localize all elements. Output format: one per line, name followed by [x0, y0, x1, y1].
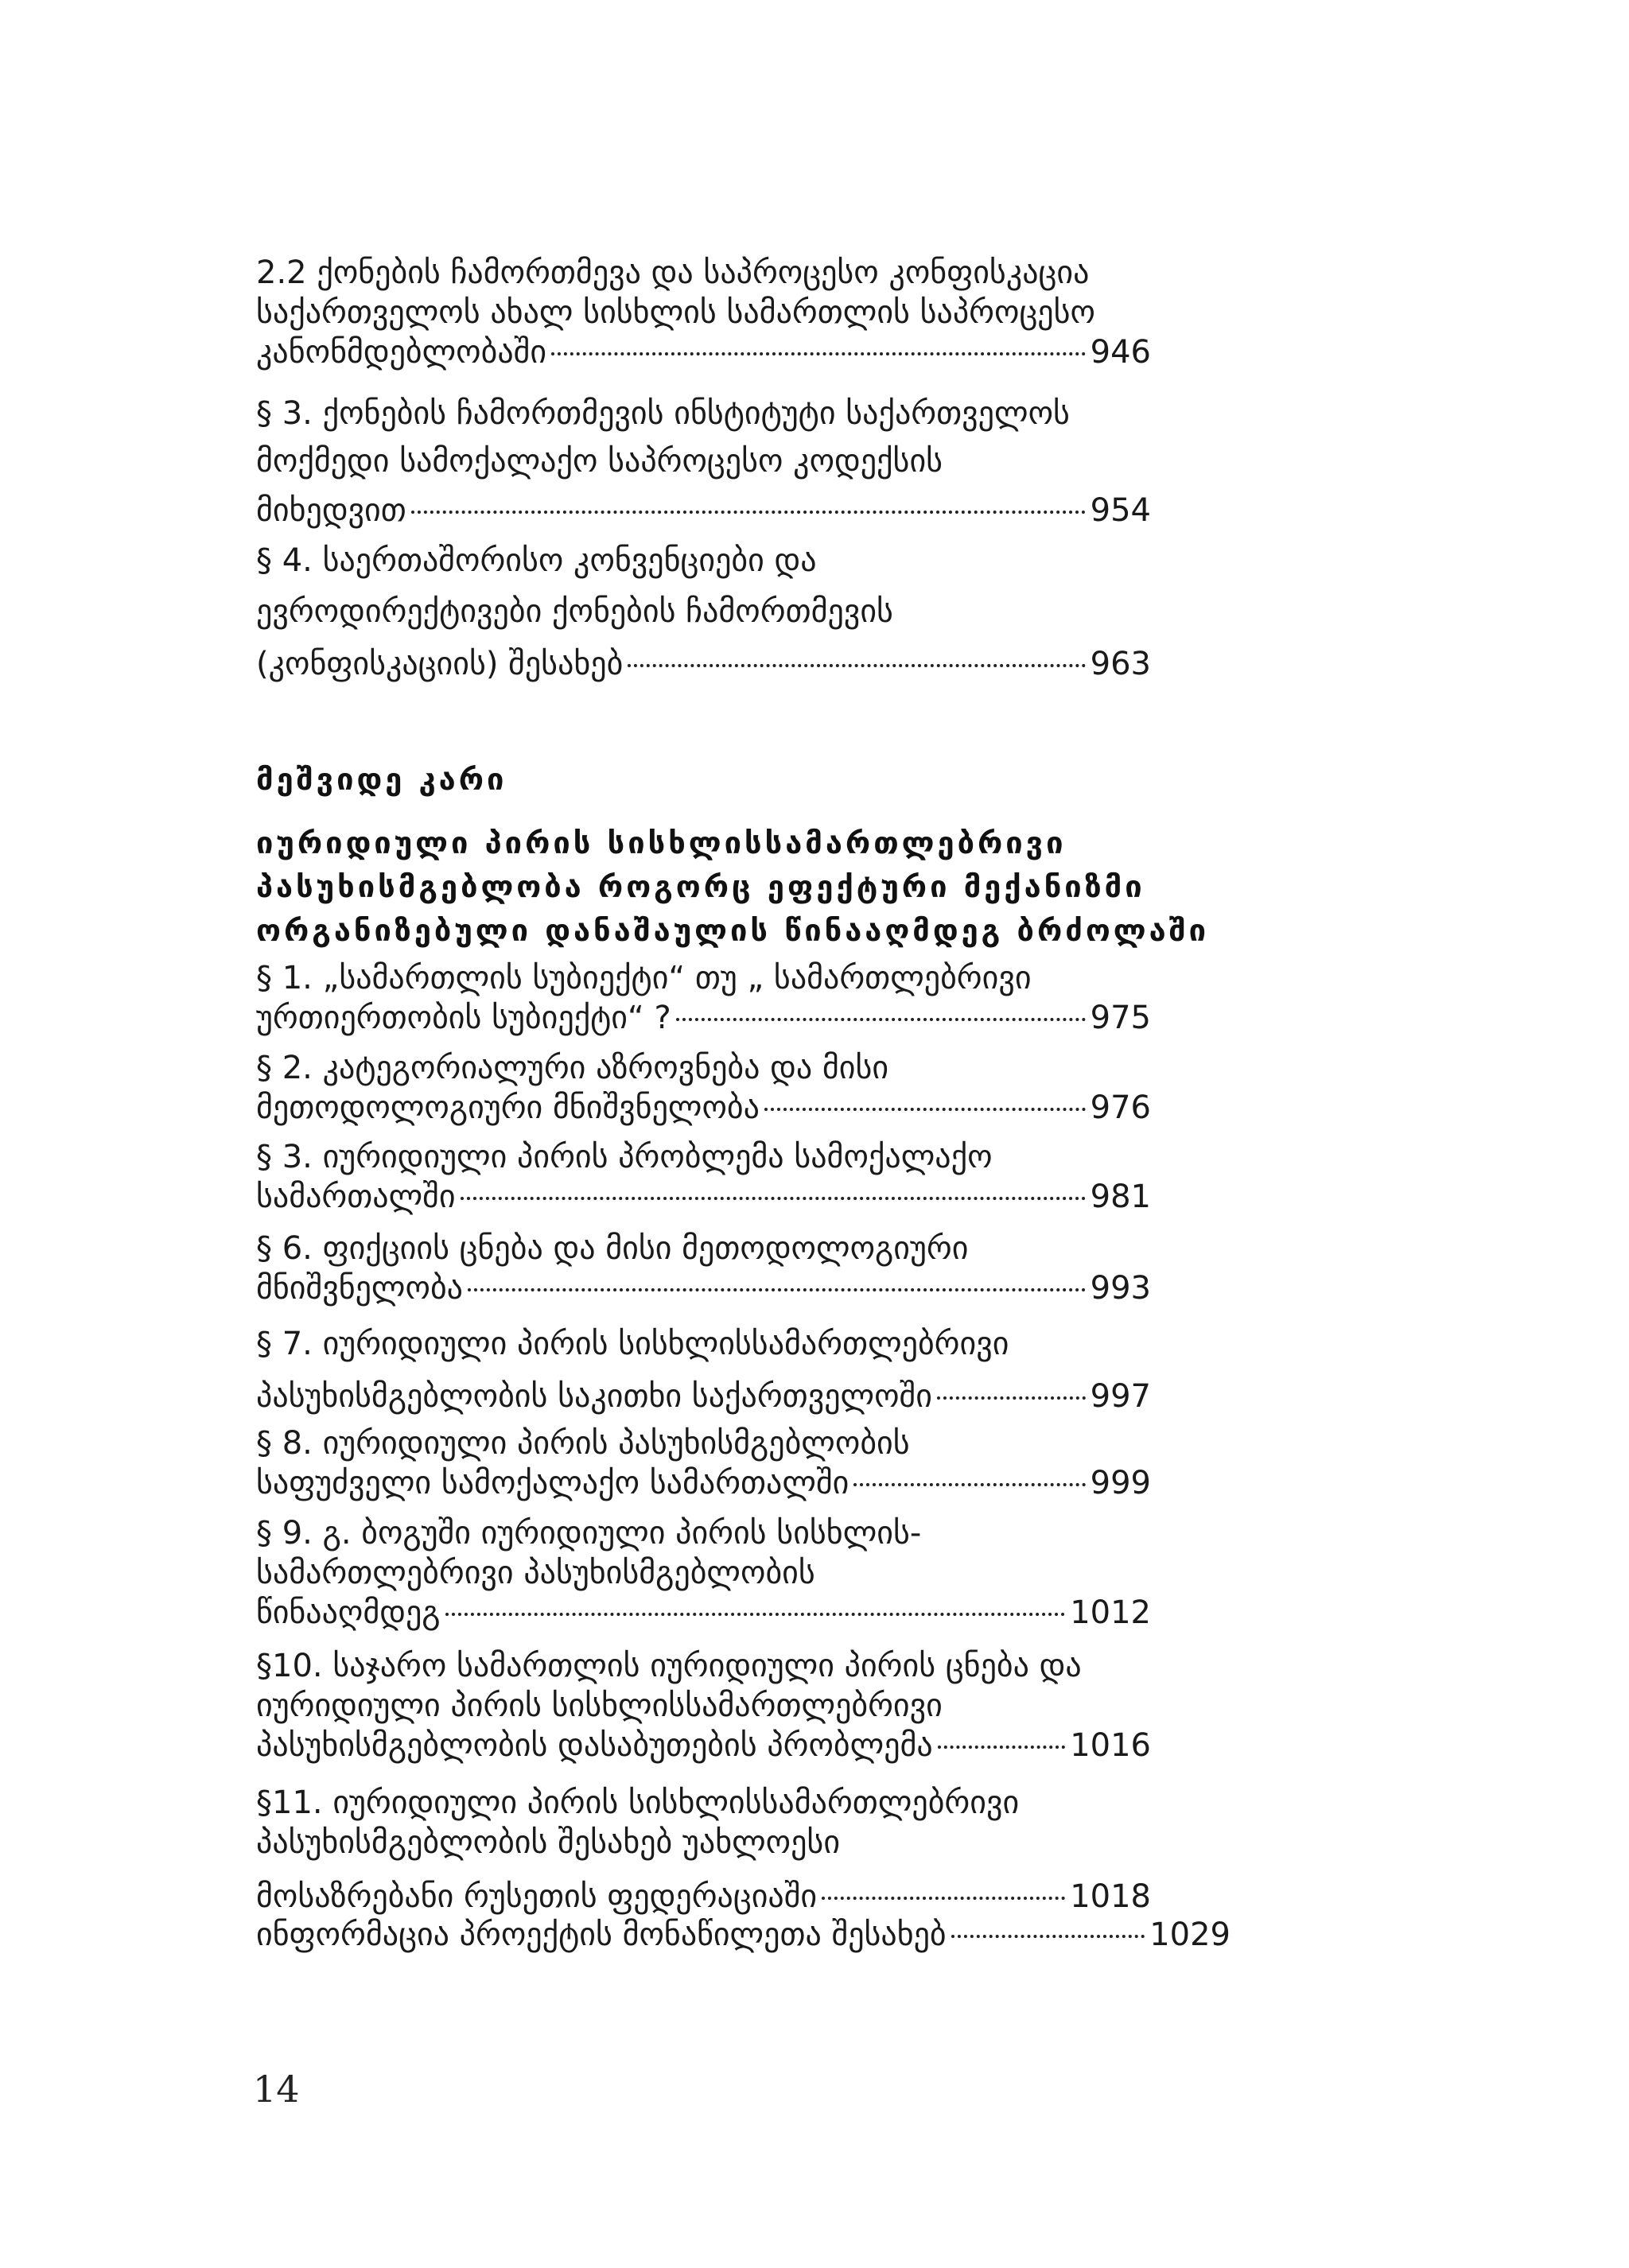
toc-entry-text: მოსაზრებანი რუსეთის ფედერაციაში	[256, 1878, 818, 1915]
toc-entry	[256, 253, 1227, 372]
toc-entry-leader-line	[256, 1463, 1151, 1503]
toc-entry-line: 2.2 ქონების ჩამორთმევა და საპროცესო კონფისკაცია	[256, 254, 1090, 291]
toc-entry-text: მიხედვით	[256, 492, 406, 529]
toc-entry	[256, 1513, 1227, 1633]
toc-entry-line: § 7. იურიდიული პირის სისხლისსამართლებრივი	[256, 1326, 1009, 1362]
toc-entry	[256, 1229, 1227, 1308]
toc-entry	[256, 1324, 1227, 1416]
toc-entry-line: სამართლებრივი პასუხისმგებლობის	[256, 1555, 815, 1591]
toc-entry-text: ინფორმაცია პროექტის მონაწილეთა შესახებ	[256, 1917, 947, 1953]
page-number: 14	[253, 2068, 300, 2111]
toc-entry-text: პასუხისმგებლობის დასაბუთების პრობლემა	[256, 1727, 933, 1764]
toc-entry-text: კანონმდებლობაში	[256, 334, 547, 371]
dot-leader	[445, 1613, 1066, 1616]
dot-leader	[822, 1897, 1065, 1900]
toc-entry-line: იურიდიული პირის სისხლისსამართლებრივი	[256, 1687, 943, 1724]
toc-page-number: 1012	[1070, 1594, 1151, 1631]
toc-entry-leader-line	[256, 1377, 1151, 1416]
toc-entry-text: ურთიერთობის სუბიექტი“ ?	[256, 1000, 671, 1036]
toc-entry-leader-line	[256, 1726, 1151, 1765]
toc-entry-line: მოქმედი სამოქალაქო საპროცესო კოდექსის	[256, 443, 943, 480]
chapter-title-line: ორგანიზებული დანაშაულის წინააღმდეგ ბრძოლაში	[256, 913, 1210, 948]
toc-entry-leader-line	[256, 1088, 1151, 1128]
dot-leader	[951, 1935, 1145, 1938]
toc-entry-line: § 8. იურიდიული პირის პასუხისმგებლობის	[256, 1425, 910, 1462]
toc-entry-line: §11. იურიდიული პირის სისხლისსამართლებრივი	[256, 1784, 1020, 1821]
toc-entry-line: §10. საჯარო სამართლის იურიდიული პირის ცნება და	[256, 1648, 1082, 1684]
toc-page-number: 997	[1090, 1378, 1151, 1415]
chapter-title-line: პასუხისმგებლობა როგორც ეფექტური მექანიზმი	[256, 869, 1145, 904]
toc-entry-line: § 3. ქონების ჩამორთმევის ინსტიტუტი საქართველოს	[256, 395, 1070, 432]
toc-page-number: 981	[1090, 1179, 1151, 1215]
toc-entry-leader-line	[256, 1177, 1151, 1217]
toc-entry	[256, 1137, 1227, 1217]
chapter-title-line: იურიდიული პირის სისხლისსამართლებრივი	[256, 825, 1067, 860]
toc-entry-leader-line	[256, 332, 1151, 372]
toc-page-number: 954	[1090, 492, 1151, 529]
dot-leader	[938, 1746, 1065, 1749]
toc-entry-leader-line	[256, 1877, 1151, 1917]
toc-entry	[256, 1915, 1230, 1955]
toc-page-number: 976	[1090, 1089, 1151, 1126]
toc-entry-text: პასუხისმგებლობის საკითხი საქართველოში	[256, 1378, 932, 1415]
toc-entry-line: პასუხისმგებლობის შესახებ უახლოესი	[256, 1824, 841, 1861]
dot-leader	[551, 352, 1086, 355]
toc-entry-line: § 3. იურიდიული პირის პრობლემა სამოქალაქო	[256, 1139, 993, 1175]
toc-entry-line: § 4. საერთაშორისო კონვენციები და	[256, 542, 817, 579]
dot-leader	[628, 664, 1085, 667]
toc-page-number: 1018	[1070, 1878, 1151, 1915]
toc-entry	[256, 1048, 1227, 1128]
toc-entry-line: § 6. ფიქციის ცნება და მისი მეთოდოლოგიური	[256, 1230, 969, 1267]
toc-page-number: 1016	[1070, 1727, 1151, 1764]
toc-entry-text: წინააღმდეგ	[256, 1594, 441, 1631]
toc-page-number: 1029	[1149, 1917, 1230, 1953]
dot-leader	[411, 511, 1086, 514]
toc-page-number: 999	[1090, 1465, 1151, 1501]
toc-entry-leader-line	[256, 1593, 1151, 1633]
toc-page-number: 946	[1090, 334, 1151, 371]
dot-leader	[461, 1197, 1086, 1200]
toc-entry-line: საქართველოს ახალ სისხლის სამართლის საპროცესო	[256, 294, 1095, 331]
toc-page-number: 975	[1090, 1000, 1151, 1036]
toc-entry-leader-line	[256, 1268, 1151, 1308]
toc-entry-line: § 1. „სამართლის სუბიექტი“ თუ „ სამართლებრივი	[256, 960, 1032, 996]
toc-entry-line: ევროდირექტივები ქონების ჩამორთმევის	[256, 593, 893, 630]
toc-entry-text: საფუძველი სამოქალაქო სამართალში	[256, 1465, 849, 1501]
toc-entry-leader-line	[256, 1915, 1230, 1955]
toc-entry-line: § 2. კატეგორიალური აზროვნება და მისი	[256, 1050, 889, 1086]
chapter-label: მეშვიდე კარი	[256, 762, 507, 797]
toc-entry	[256, 1423, 1227, 1503]
toc-entry	[256, 541, 1227, 684]
toc-entry	[256, 1646, 1227, 1765]
toc-page-number: 963	[1090, 646, 1151, 682]
toc-entry-leader-line	[256, 644, 1151, 684]
dot-leader	[764, 1108, 1086, 1111]
toc-entry-line: § 9. გ. ბოგუში იურიდიული პირის სისხლის-	[256, 1515, 922, 1551]
dot-leader	[468, 1288, 1086, 1291]
toc-entry-leader-line	[256, 998, 1151, 1038]
dot-leader	[676, 1018, 1086, 1021]
toc-entry-text: (კონფისკაციის) შესახებ	[256, 646, 624, 682]
toc-entry	[256, 958, 1227, 1038]
toc-entry-text: მეთოდოლოგიური მნიშვნელობა	[256, 1089, 760, 1126]
toc-entry-text: მნიშვნელობა	[256, 1270, 463, 1307]
toc-entry	[256, 1783, 1227, 1917]
dot-leader	[853, 1483, 1085, 1486]
toc-page-number: 993	[1090, 1270, 1151, 1307]
toc-entry-leader-line	[256, 491, 1151, 530]
toc-entry-text: სამართალში	[256, 1179, 456, 1215]
toc-entry	[256, 394, 1227, 530]
dot-leader	[937, 1396, 1086, 1400]
